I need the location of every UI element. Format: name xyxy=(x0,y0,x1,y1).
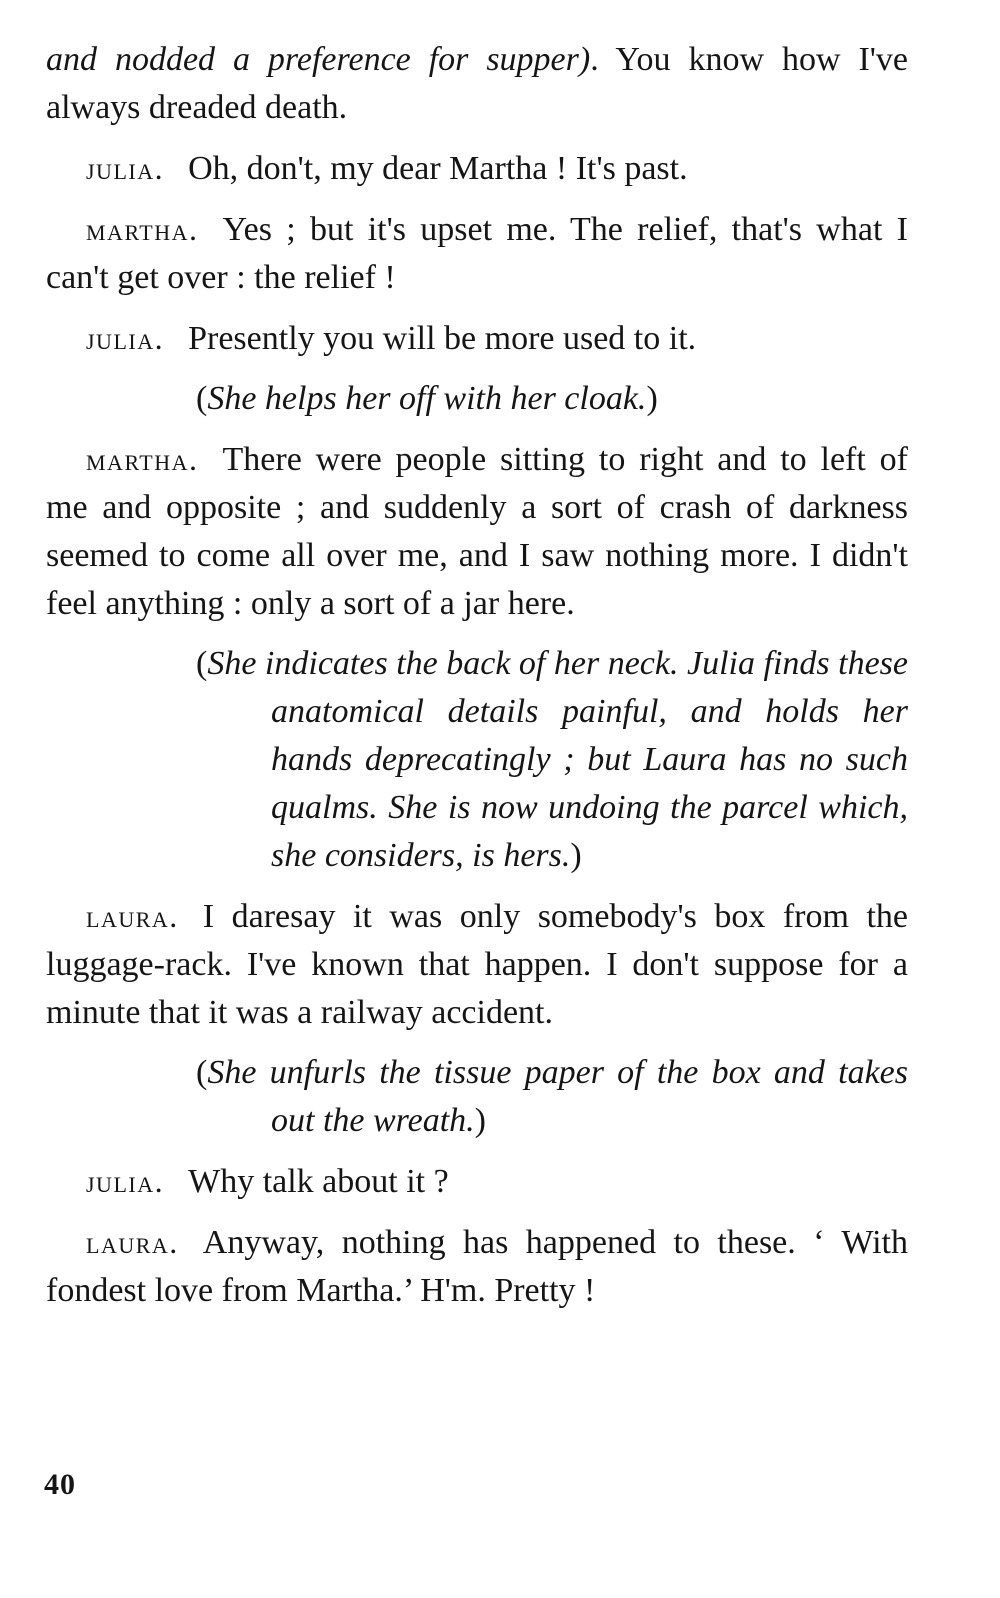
paren-open: ( xyxy=(196,1054,208,1091)
speech-text: I daresay it was only somebody's box from the luggage-rack. I've known that happen. I don't suppose for a minute that it was a railway accident. xyxy=(46,898,908,1031)
paren-close: ) xyxy=(646,380,658,417)
paren-close: ) xyxy=(474,1102,486,1139)
stage-direction-3 xyxy=(46,1049,908,1145)
book-page xyxy=(46,36,908,1327)
stage-direction-1 xyxy=(46,375,908,423)
speaker-name: laura. xyxy=(86,1224,179,1260)
speaker-name: martha. xyxy=(86,441,199,477)
paren-close: ) xyxy=(570,837,582,874)
speech-laura-1 xyxy=(46,892,908,1037)
speech-laura-2 xyxy=(46,1218,908,1315)
continuation-text: . You know how I've always dreaded death. xyxy=(46,41,909,126)
speech-text: Why talk about it ? xyxy=(188,1163,449,1200)
stage-direction-fragment: and nodded a preference for supper) xyxy=(46,41,591,78)
paragraph-continuation xyxy=(46,36,908,132)
stage-direction-2 xyxy=(46,640,908,880)
page-number: 40 xyxy=(44,1468,76,1501)
speech-text: Yes ; but it's upset me. The relief, that's what I can't get over : the relief ! xyxy=(46,211,908,296)
speaker-name: julia. xyxy=(86,320,165,356)
speech-martha-2 xyxy=(46,435,908,628)
speaker-name: martha. xyxy=(86,211,199,247)
speech-text: Presently you will be more used to it. xyxy=(188,320,697,357)
speech-martha-1 xyxy=(46,205,908,302)
speaker-name: laura. xyxy=(86,898,179,934)
speech-julia-1 xyxy=(46,144,908,193)
stage-direction-text: She unfurls the tissue paper of the box and takes out the wreath. xyxy=(207,1054,908,1139)
speech-julia-3 xyxy=(46,1157,908,1206)
paren-open: ( xyxy=(196,645,208,682)
speech-julia-2 xyxy=(46,314,908,363)
speech-text: Anyway, nothing has happened to these. ‘ With fondest love from Martha.’ H'm. Pretty ! xyxy=(46,1224,908,1309)
speaker-name: julia. xyxy=(86,150,165,186)
speech-text: There were people sitting to right and to left of me and opposite ; and suddenly a sort of crash of darkness seemed to come all over me, and I saw nothing more. I didn't feel anything : only a sort of a jar here. xyxy=(46,441,908,622)
speaker-name: julia. xyxy=(86,1163,165,1199)
speech-text: Oh, don't, my dear Martha ! It's past. xyxy=(188,150,688,187)
paren-open: ( xyxy=(196,380,208,417)
stage-direction-text: She helps her off with her cloak. xyxy=(207,380,647,417)
stage-direction-text: She indicates the back of her neck. Julia finds these anatomical details painful, and holds her hands deprecatingly ; but Laura has no such qualms. She is now undoing the parcel which, she considers, is hers. xyxy=(207,645,908,874)
